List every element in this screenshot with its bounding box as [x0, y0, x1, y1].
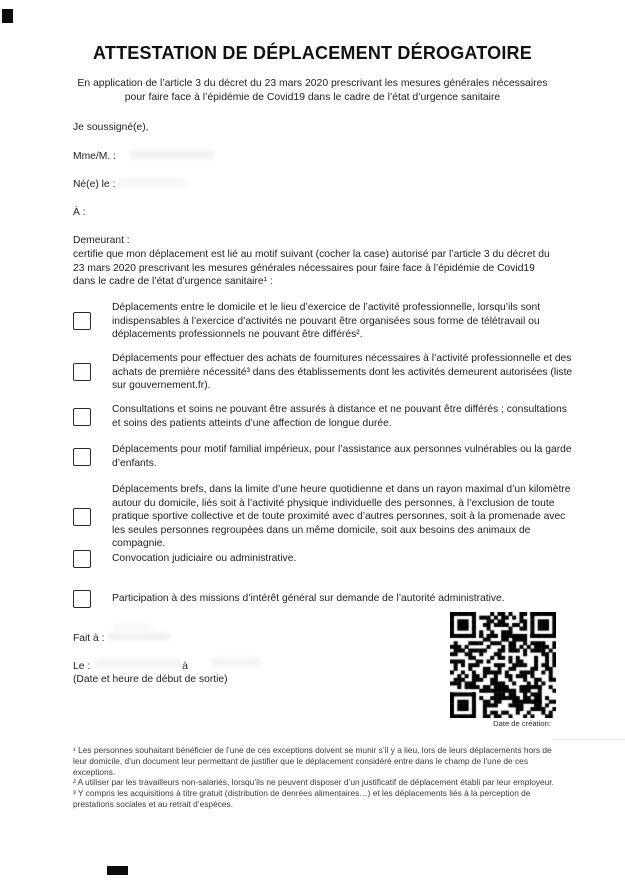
reason-checkbox-work[interactable] — [73, 312, 91, 330]
scan-artifact-top-left — [2, 9, 13, 23]
qr-block — [450, 612, 556, 728]
reason-checkbox-health[interactable] — [73, 408, 91, 426]
reason-text: Déplacements brefs, dans la limite d’une heure quotidienne et dans un rayon maximal d’un kilomètre autour du domicile, liés soit à l’activité physique individuelle des personnes, à l’exclusion de toute pratique sportive collective et de toute proximité avec d’autres personnes, soit à la promenade avec les seules personnes regroupées dans un même domicile, soit aux besoins des animaux de compagnie. — [112, 484, 571, 549]
field-label-fait-a: Fait à : — [73, 633, 105, 644]
creation-date-line — [552, 739, 625, 740]
field-label-le: Le : — [73, 661, 91, 672]
field-label-address: Demeurant : — [73, 235, 130, 246]
intro-line: Je soussigné(e), — [73, 122, 149, 133]
redacted-smudge — [112, 623, 152, 630]
footnote-1: ¹ Les personnes souhaitant bénéficier de l’une de ces exceptions doivent se munir s’il y a lieu, lors de leurs déplacements hors de leur domicile, d’un document leur permettant de justifier que le déplacement considéré entre dans le champ de l’une de ces exceptions. — [73, 745, 552, 777]
reason-text: Convocation judiciaire ou administrative. — [112, 553, 297, 565]
reason-checkbox-shopping[interactable] — [73, 363, 91, 381]
reason-item-exercise — [73, 483, 573, 551]
field-value-fait-a[interactable] — [108, 632, 170, 641]
reason-item-shopping — [73, 352, 573, 393]
certify-paragraph: certifie que mon déplacement est lié au motif suivant (cocher la case) autorisé par l’article 3 du décret du 23 mars 2020 prescrivant les mesures générales nécessaires pour faire face à l’épidémie de Covid19 dans le cadre de l’état d’urgence sanitaire¹ : — [73, 249, 550, 287]
document-title: ATTESTATION DE DÉPLACEMENT DÉROGATOIRE — [93, 43, 532, 63]
field-label-birthdate: Né(e) le : — [73, 179, 116, 190]
field-value-name[interactable] — [130, 150, 214, 159]
reason-text: Déplacements pour motif familial impérieux, pour l’assistance aux personnes vulnérables ou la garde d’enfants. — [112, 444, 572, 469]
reason-item-work — [73, 301, 573, 342]
reason-text: Déplacements entre le domicile et le lieu d’exercice de l’activité professionnelle, lorsqu’ils sont indispensables à l’exercice d’activités ne pouvant être organisées sous forme de télétravail ou déplacements professionnels ne pouvant être différés². — [112, 302, 541, 340]
field-label-name: Mme/M. : — [73, 151, 116, 162]
reason-checkbox-exercise[interactable] — [73, 508, 91, 526]
field-label-birthplace: À : — [73, 207, 86, 218]
reason-text: Consultations et soins ne pouvant être assurés à distance et ne pouvant être différés ; consultations et soins des patients atteints d’une affection de longue durée. — [112, 404, 567, 429]
reason-item-mission — [73, 590, 573, 608]
qr-caption: Date de création: — [493, 719, 551, 728]
reason-item-family — [73, 443, 573, 470]
qr-code — [450, 612, 556, 718]
reason-text: Déplacements pour effectuer des achats de fournitures nécessaires à l’activité professionnelle et des achats de première nécessité³ dans des établissements dont les activités demeurent autorisées (liste sur gouvernement.fr). — [112, 353, 573, 391]
field-value-birthdate[interactable] — [117, 178, 187, 187]
reason-item-health — [73, 403, 573, 430]
reason-checkbox-judicial[interactable] — [73, 550, 91, 568]
reason-checkbox-family[interactable] — [73, 448, 91, 466]
field-value-heure[interactable] — [212, 658, 260, 667]
document-subtitle: En application de l’article 3 du décret du 23 mars 2020 prescrivant les mesures générales nécessaires pour faire face à l’épidémie de Covid19 dans le cadre de l’état d’urgence sanitaire — [77, 78, 548, 103]
field-value-date[interactable] — [94, 659, 182, 668]
scan-artifact-bottom-left — [107, 866, 128, 875]
field-label-a-heure: à — [182, 661, 188, 672]
reason-text: Participation à des missions d’intérêt général sur demande de l’autorité administrative. — [112, 593, 505, 605]
footnote-2: ² A utiliser par les travailleurs non-salariés, lorsqu’ils ne peuvent disposer d’un justificatif de déplacement établi par leur employeur. — [73, 777, 554, 788]
reason-checkbox-mission[interactable] — [73, 590, 91, 608]
footnote-3: ³ Y compris les acquisitions à titre gratuit (distribution de denrées alimentaires…) et les déplacements liés à la perception de prestations sociales et au retrait d’espèces. — [73, 788, 531, 809]
footnotes — [73, 745, 567, 810]
reason-item-judicial — [73, 550, 573, 568]
sortie-hint: (Date et heure de début de sortie) — [73, 674, 228, 685]
